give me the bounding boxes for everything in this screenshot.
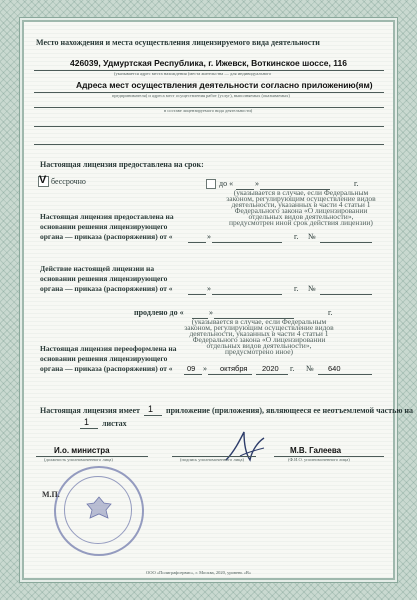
license-page [24, 22, 414, 578]
grant-number-line [320, 242, 372, 243]
extend-day-line [188, 294, 206, 295]
until-label: до « [219, 179, 234, 188]
grant-number-label: № [308, 232, 316, 241]
official-seal [54, 466, 144, 556]
extend-number-line [320, 294, 372, 295]
check-mark-icon: V [39, 174, 47, 186]
appendix-prefix: Настоящая лицензия имеет [40, 406, 140, 415]
activity-caption: предпринимателя) и адреса мест осуществления работ (услуг), выполняемых (оказываемых) [112, 93, 290, 98]
extended-label: продлено до « [134, 308, 184, 317]
extended-quote-close: » [209, 308, 213, 317]
appendix-pages: 1 [84, 417, 90, 427]
reissue-quote-close: » [203, 364, 207, 373]
position-caption: (должность уполномоченного лица) [44, 457, 113, 462]
unlimited-checkbox[interactable] [38, 176, 49, 187]
activity-places-value: Адреса мест осуществления деятельности согласно приложению(ям) [76, 80, 373, 90]
reissue-day: 09 [187, 364, 196, 373]
grant-day-line [188, 242, 206, 243]
extend-quote-close: » [207, 284, 211, 293]
signature-caption: (подпись уполномоченного лица) [180, 457, 244, 462]
grant-month-line [212, 242, 282, 243]
reissue-year: г. [290, 364, 295, 373]
blank-line-2 [34, 126, 384, 127]
appendix-middle: приложение (приложения), являющееся ее неотъемлемой частью на [166, 406, 414, 415]
until-year-suffix: г. [354, 179, 359, 188]
footer-printer: ООО «Полиграфсервис», г. Москва, 2020, уровень «В» [146, 570, 252, 575]
signer-position: И.о. министра [54, 446, 110, 455]
activity-caption-2: в составе лицензируемого вида деятельности) [164, 108, 253, 113]
signer-name: М.В. Галеева [290, 446, 342, 455]
reissue-month-line [208, 374, 252, 375]
mp-label: М.П. [42, 490, 60, 499]
extended-year: г. [328, 308, 333, 317]
appendix-suffix: листах [102, 419, 127, 428]
reissue-number-label: № [306, 364, 314, 373]
extend-order-label: Действие настоящей лицензии на основании решения лицензирующего органа — приказа (распоряжения) от « [40, 264, 173, 293]
extend-month-line [212, 294, 282, 295]
name-caption: (Ф.И.О. уполномоченного лица) [288, 457, 350, 462]
appendix-pages-line [80, 428, 98, 429]
reissue-order-label: Настоящая лицензия переоформлена на основании решения лицензирующего органа — приказа (распоряжения) от « [40, 344, 177, 373]
blank-line-3 [34, 144, 384, 145]
grant-order-label: Настоящая лицензия предоставлена на основании решения лицензирующего органа — приказа (распоряжения) от « [40, 212, 174, 241]
address-caption: (указывается адрес места нахождения (места жительства — для индивидуального [114, 71, 272, 76]
extended-note: (указывается в случае, если Федеральным законом, регулирующим осуществление видов деятельности, указанных в части 4 статьи 1 Федерального закона «О лицензировании отдельных видов деятельности», предусмотрено иное) [184, 317, 334, 356]
reissue-year-value: 2020 [262, 364, 279, 373]
reissue-number-line [318, 374, 372, 375]
until-checkbox[interactable] [206, 179, 216, 189]
reissue-month: октября [220, 364, 248, 373]
appendix-count-line [144, 415, 162, 416]
grant-quote-close: » [207, 232, 211, 241]
extend-year: г. [294, 284, 299, 293]
header-title: Место нахождения и места осуществления лицензируемого вида деятельности [36, 38, 320, 47]
until-note: (указывается в случае, если Федеральным законом, регулирующим осуществление видов деятельности, указанных в части 4 статьи 1 Федерального закона «О лицензировании отдельных видов деятельности», предусмотрен иной срок действия лицензии) [226, 188, 376, 227]
appendix-count: 1 [148, 404, 154, 414]
term-heading: Настоящая лицензия предоставлена на срок: [40, 160, 204, 169]
reissue-number: 640 [328, 364, 341, 373]
extend-number-label: № [308, 284, 316, 293]
unlimited-label: бессрочно [51, 177, 86, 186]
grant-year: г. [294, 232, 299, 241]
reissue-day-line [184, 374, 202, 375]
reissue-year-line [256, 374, 288, 375]
address-value: 426039, Удмуртская Республика, г. Ижевск, Воткинское шоссе, 116 [70, 58, 347, 68]
emblem-icon [84, 494, 114, 524]
until-quote-close: » [255, 179, 259, 188]
